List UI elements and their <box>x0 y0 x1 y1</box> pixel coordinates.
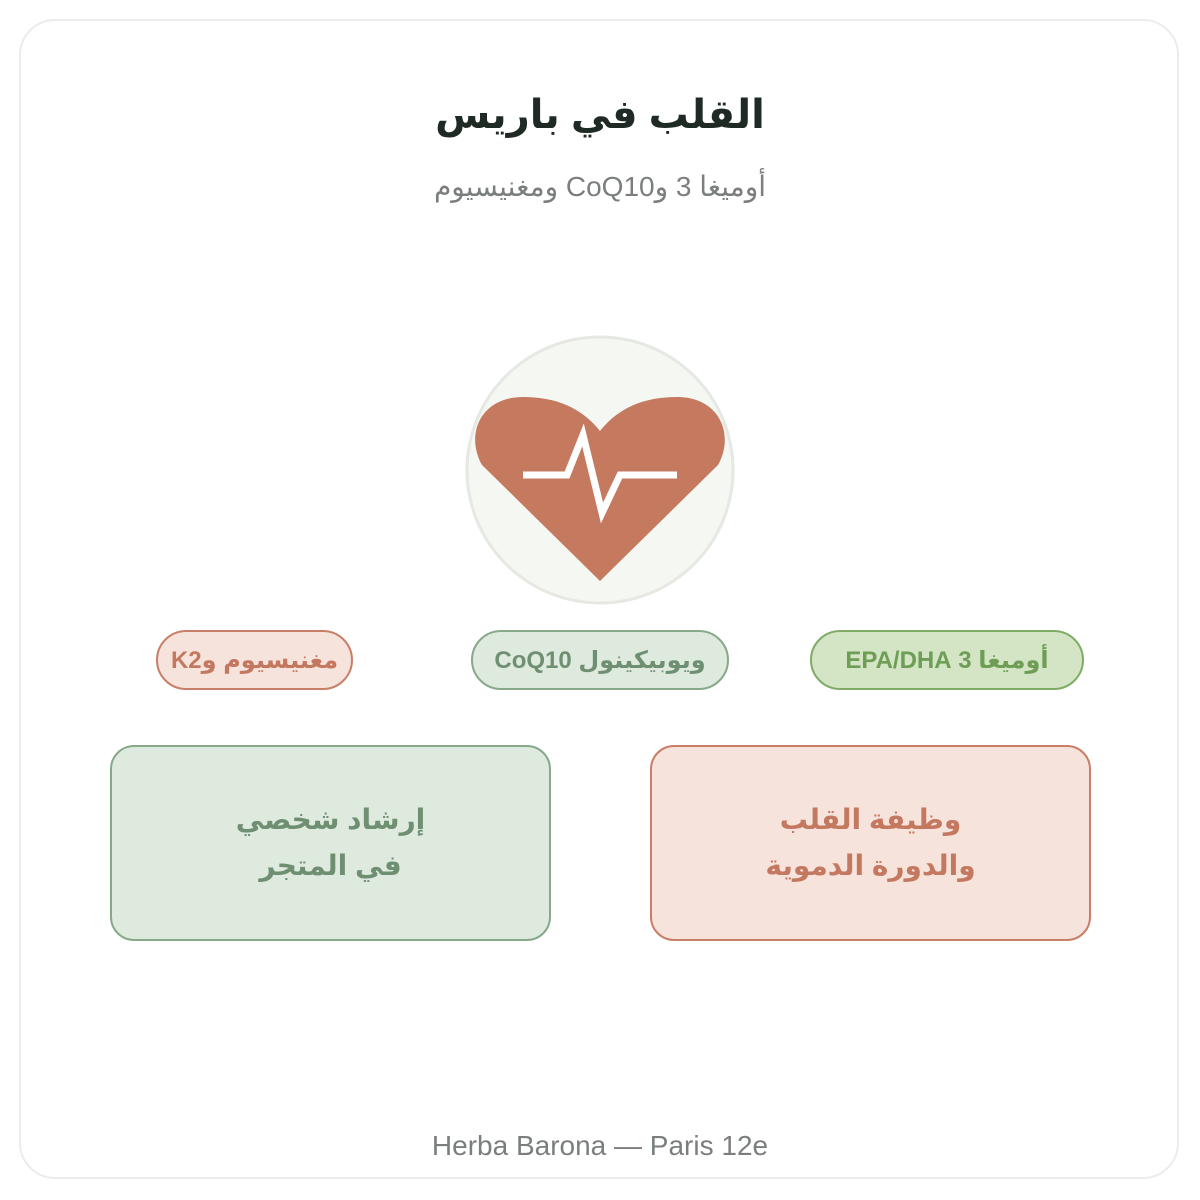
heart-function-line1: وظيفة القلب <box>779 804 962 835</box>
heart-function-box <box>650 745 1091 941</box>
omega3-pill: أوميغا 3 EPA/DHA <box>810 630 1084 690</box>
advice-line1: إرشاد شخصي <box>235 804 426 835</box>
heart-badge <box>465 335 735 605</box>
advice-line2: في المتجر <box>259 850 402 881</box>
heart-function-line2: والدورة الدموية <box>765 850 976 881</box>
footer-text: Herba Barona — Paris 12e <box>431 1130 769 1161</box>
advice-box <box>110 745 551 941</box>
magnesium-pill: مغنيسيوم وK2 <box>156 630 353 690</box>
coq10-pill: ويوبيكينول CoQ10 <box>471 630 729 690</box>
heart-pulse-icon <box>465 335 735 605</box>
page-subtitle: أوميغا 3 وCoQ10 ومغنيسيوم <box>433 171 767 202</box>
page-title: القلب في باريس <box>435 93 765 137</box>
